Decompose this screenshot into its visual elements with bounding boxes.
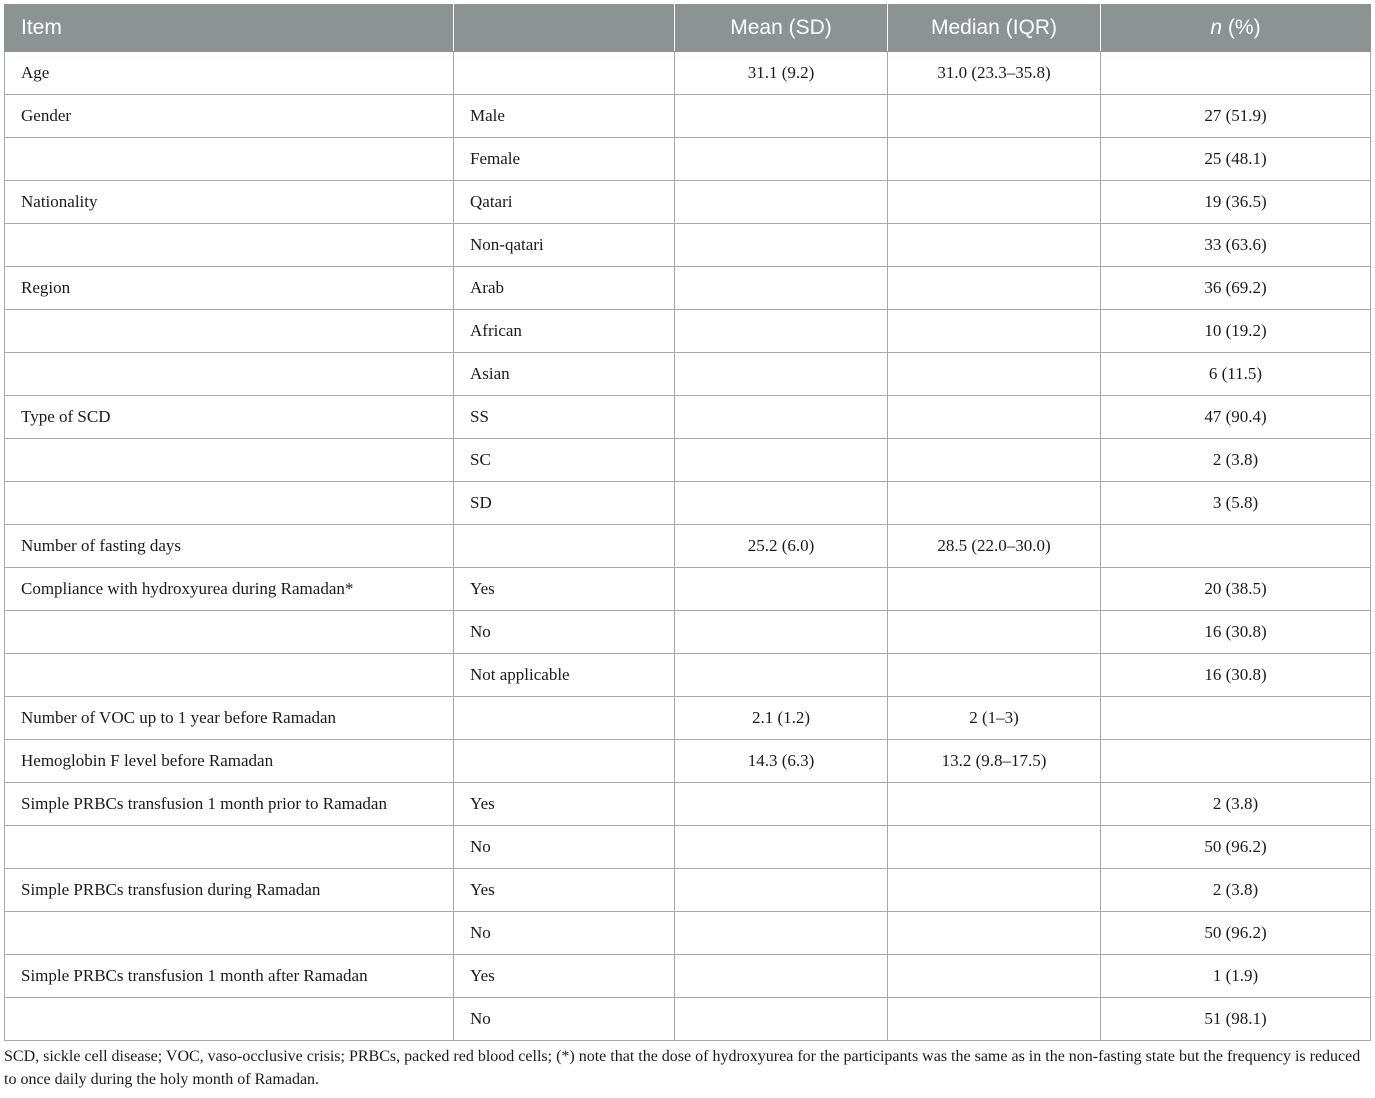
- cell-median-iqr: [888, 912, 1101, 955]
- cell-item: Hemoglobin F level before Ramadan: [5, 740, 454, 783]
- cell-item: [5, 826, 454, 869]
- cell-n-percent: 51 (98.1): [1101, 998, 1371, 1041]
- table-row: [5, 654, 1371, 697]
- cell-n-percent: 50 (96.2): [1101, 826, 1371, 869]
- cell-n-percent: [1101, 740, 1371, 783]
- header-subcategory: [454, 5, 675, 52]
- cell-subcategory: [454, 525, 675, 568]
- header-median-iqr: Median (IQR): [888, 5, 1101, 52]
- table-row: [5, 95, 1371, 138]
- cell-median-iqr: 13.2 (9.8–17.5): [888, 740, 1101, 783]
- table-row: [5, 138, 1371, 181]
- cell-median-iqr: [888, 482, 1101, 525]
- cell-median-iqr: [888, 783, 1101, 826]
- cell-subcategory: Yes: [454, 568, 675, 611]
- table-row: [5, 439, 1371, 482]
- cell-mean-sd: [675, 482, 888, 525]
- cell-mean-sd: [675, 912, 888, 955]
- cell-item: Simple PRBCs transfusion during Ramadan: [5, 869, 454, 912]
- table-row: [5, 998, 1371, 1041]
- cell-n-percent: 16 (30.8): [1101, 654, 1371, 697]
- cell-mean-sd: [675, 568, 888, 611]
- table-row: [5, 740, 1371, 783]
- cell-median-iqr: 28.5 (22.0–30.0): [888, 525, 1101, 568]
- cell-item: Type of SCD: [5, 396, 454, 439]
- cell-mean-sd: 25.2 (6.0): [675, 525, 888, 568]
- cell-median-iqr: [888, 396, 1101, 439]
- cell-mean-sd: [675, 998, 888, 1041]
- cell-median-iqr: 2 (1–3): [888, 697, 1101, 740]
- table-footnote: SCD, sickle cell disease; VOC, vaso-occlusive crisis; PRBCs, packed red blood cells; (*) note that the dose of hydroxyurea for the participants was the same as in the non-fasting state but the frequency is reduced to once daily during the holy month of Ramadan.: [4, 1048, 1361, 1088]
- cell-median-iqr: [888, 826, 1101, 869]
- cell-subcategory: Arab: [454, 267, 675, 310]
- cell-median-iqr: [888, 654, 1101, 697]
- cell-subcategory: No: [454, 998, 675, 1041]
- cell-n-percent: 6 (11.5): [1101, 353, 1371, 396]
- cell-n-percent: 25 (48.1): [1101, 138, 1371, 181]
- cell-subcategory: Not applicable: [454, 654, 675, 697]
- cell-subcategory: No: [454, 611, 675, 654]
- cell-subcategory: SC: [454, 439, 675, 482]
- cell-median-iqr: [888, 95, 1101, 138]
- cell-item: [5, 138, 454, 181]
- cell-subcategory: Yes: [454, 869, 675, 912]
- cell-mean-sd: [675, 955, 888, 998]
- cell-median-iqr: [888, 869, 1101, 912]
- cell-item: [5, 654, 454, 697]
- cell-mean-sd: [675, 310, 888, 353]
- cell-item: Compliance with hydroxyurea during Ramadan*: [5, 568, 454, 611]
- table-row: [5, 568, 1371, 611]
- cell-median-iqr: [888, 181, 1101, 224]
- cell-subcategory: [454, 740, 675, 783]
- cell-mean-sd: 2.1 (1.2): [675, 697, 888, 740]
- cell-n-percent: 2 (3.8): [1101, 783, 1371, 826]
- table-row: [5, 611, 1371, 654]
- cell-mean-sd: [675, 95, 888, 138]
- cell-n-percent: 3 (5.8): [1101, 482, 1371, 525]
- cell-subcategory: Asian: [454, 353, 675, 396]
- cell-median-iqr: [888, 353, 1101, 396]
- cell-item: [5, 353, 454, 396]
- cell-item: [5, 998, 454, 1041]
- cell-n-percent: 36 (69.2): [1101, 267, 1371, 310]
- table-row: [5, 224, 1371, 267]
- cell-subcategory: [454, 52, 675, 95]
- cell-subcategory: SS: [454, 396, 675, 439]
- cell-mean-sd: 14.3 (6.3): [675, 740, 888, 783]
- cell-mean-sd: [675, 396, 888, 439]
- cell-n-percent: 19 (36.5): [1101, 181, 1371, 224]
- header-mean-sd: Mean (SD): [675, 5, 888, 52]
- cell-median-iqr: [888, 955, 1101, 998]
- cell-mean-sd: 31.1 (9.2): [675, 52, 888, 95]
- participant-characteristics-table: [4, 4, 1371, 1041]
- header-percent-label: (%): [1222, 16, 1261, 39]
- cell-n-percent: 50 (96.2): [1101, 912, 1371, 955]
- cell-item: Gender: [5, 95, 454, 138]
- cell-mean-sd: [675, 783, 888, 826]
- table-container: [4, 4, 1370, 1041]
- cell-mean-sd: [675, 181, 888, 224]
- cell-subcategory: No: [454, 912, 675, 955]
- table-header-row: [5, 5, 1371, 52]
- cell-subcategory: SD: [454, 482, 675, 525]
- cell-mean-sd: [675, 654, 888, 697]
- cell-n-percent: 16 (30.8): [1101, 611, 1371, 654]
- table-row: [5, 783, 1371, 826]
- table-row: [5, 181, 1371, 224]
- cell-subcategory: Qatari: [454, 181, 675, 224]
- header-item: Item: [5, 5, 454, 52]
- cell-item: [5, 482, 454, 525]
- cell-mean-sd: [675, 439, 888, 482]
- cell-item: Simple PRBCs transfusion 1 month prior to Ramadan: [5, 783, 454, 826]
- cell-item: Simple PRBCs transfusion 1 month after Ramadan: [5, 955, 454, 998]
- table-row: [5, 869, 1371, 912]
- table-row: [5, 267, 1371, 310]
- cell-n-percent: 33 (63.6): [1101, 224, 1371, 267]
- cell-item: [5, 224, 454, 267]
- cell-median-iqr: [888, 611, 1101, 654]
- cell-item: [5, 912, 454, 955]
- table-row: [5, 697, 1371, 740]
- table-row: [5, 310, 1371, 353]
- cell-item: Number of VOC up to 1 year before Ramadan: [5, 697, 454, 740]
- cell-mean-sd: [675, 138, 888, 181]
- cell-subcategory: [454, 697, 675, 740]
- cell-item: [5, 611, 454, 654]
- cell-n-percent: 27 (51.9): [1101, 95, 1371, 138]
- cell-median-iqr: [888, 568, 1101, 611]
- cell-subcategory: Non-qatari: [454, 224, 675, 267]
- table-row: [5, 525, 1371, 568]
- cell-n-percent: 47 (90.4): [1101, 396, 1371, 439]
- cell-n-percent: 2 (3.8): [1101, 439, 1371, 482]
- cell-median-iqr: 31.0 (23.3–35.8): [888, 52, 1101, 95]
- cell-n-percent: 10 (19.2): [1101, 310, 1371, 353]
- cell-median-iqr: [888, 310, 1101, 353]
- cell-subcategory: Yes: [454, 783, 675, 826]
- table-row: [5, 955, 1371, 998]
- cell-mean-sd: [675, 611, 888, 654]
- cell-subcategory: No: [454, 826, 675, 869]
- cell-item: Number of fasting days: [5, 525, 454, 568]
- table-row: [5, 912, 1371, 955]
- table-row: [5, 482, 1371, 525]
- cell-mean-sd: [675, 826, 888, 869]
- cell-subcategory: Female: [454, 138, 675, 181]
- cell-item: Region: [5, 267, 454, 310]
- cell-mean-sd: [675, 267, 888, 310]
- cell-median-iqr: [888, 224, 1101, 267]
- cell-median-iqr: [888, 998, 1101, 1041]
- cell-median-iqr: [888, 267, 1101, 310]
- cell-mean-sd: [675, 353, 888, 396]
- header-n-percent: [1101, 5, 1371, 52]
- header-n-symbol: n: [1210, 16, 1223, 39]
- cell-item: [5, 439, 454, 482]
- table-row: [5, 826, 1371, 869]
- cell-n-percent: [1101, 525, 1371, 568]
- cell-mean-sd: [675, 869, 888, 912]
- table-body: [5, 52, 1371, 1041]
- cell-n-percent: 2 (3.8): [1101, 869, 1371, 912]
- cell-mean-sd: [675, 224, 888, 267]
- cell-subcategory: Yes: [454, 955, 675, 998]
- table-row: [5, 52, 1371, 95]
- cell-subcategory: African: [454, 310, 675, 353]
- cell-item: Nationality: [5, 181, 454, 224]
- cell-n-percent: [1101, 697, 1371, 740]
- cell-item: [5, 310, 454, 353]
- cell-median-iqr: [888, 138, 1101, 181]
- cell-subcategory: Male: [454, 95, 675, 138]
- cell-median-iqr: [888, 439, 1101, 482]
- table-row: [5, 396, 1371, 439]
- cell-n-percent: 20 (38.5): [1101, 568, 1371, 611]
- cell-n-percent: 1 (1.9): [1101, 955, 1371, 998]
- cell-item: Age: [5, 52, 454, 95]
- cell-n-percent: [1101, 52, 1371, 95]
- table-row: [5, 353, 1371, 396]
